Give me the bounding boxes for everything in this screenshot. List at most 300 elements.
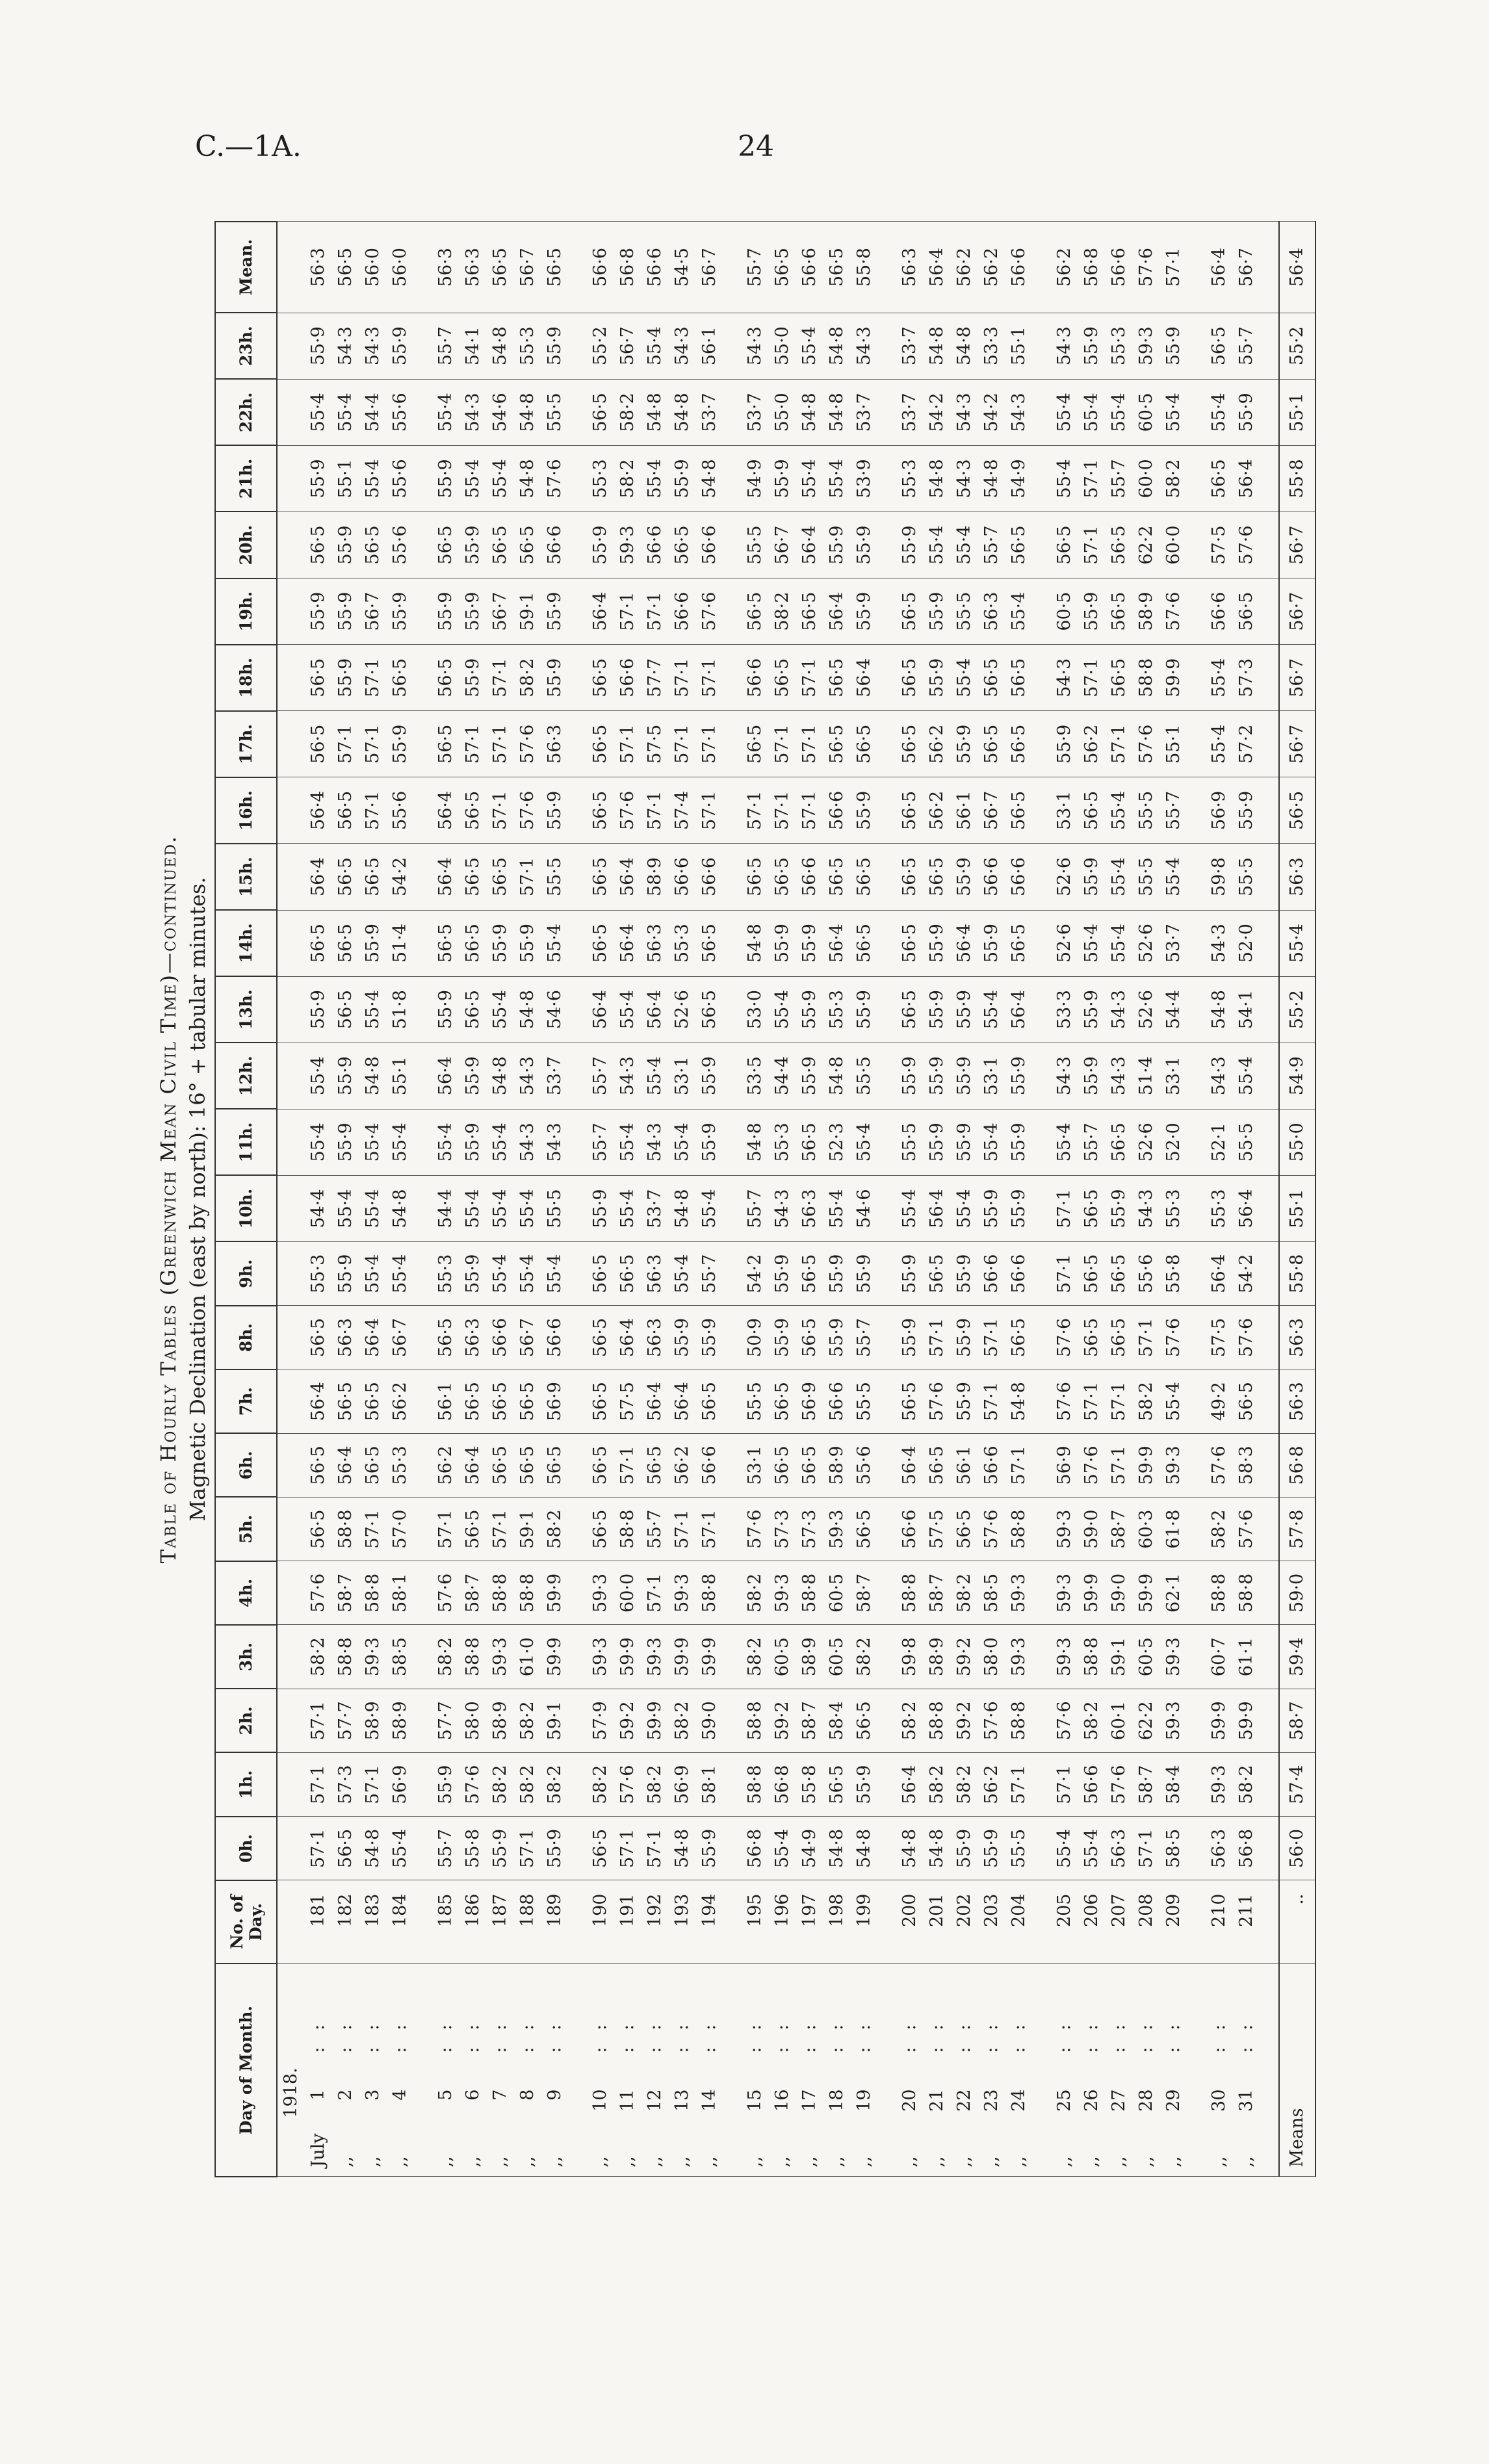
table-cell <box>1033 1964 1051 2177</box>
table-cell: 61·8 <box>1160 1498 1187 1561</box>
day-of-month-cell <box>696 1964 723 2177</box>
table-cell: 55·9 <box>460 1242 487 1306</box>
day-of-month-cell <box>332 1964 359 2177</box>
table-cell: 56·5 <box>1279 777 1315 844</box>
table-cell: 56·3 <box>1279 844 1315 910</box>
table-cell: 56·4 <box>305 1369 332 1433</box>
table-cell <box>1260 1043 1279 1109</box>
month-label: ,, <box>645 2156 665 2168</box>
table-cell: 56·7 <box>696 222 723 313</box>
table-cell: 56·5 <box>332 910 359 976</box>
table-cell: 57·6 <box>305 1561 332 1625</box>
table-body <box>277 222 1315 2177</box>
table-cell: 204 <box>1005 1880 1033 1964</box>
table-cell: 54·8 <box>487 1043 514 1109</box>
table-cell: 55·9 <box>1005 1175 1033 1241</box>
table-cell: 58·2 <box>1133 1369 1160 1433</box>
day-of-month-cell <box>487 1964 514 2177</box>
table-cell <box>1187 1306 1206 1369</box>
table-cell: 55·9 <box>432 445 460 512</box>
table-row <box>796 222 823 2177</box>
table-cell: 57·6 <box>1160 1306 1187 1369</box>
table-cell: 58·7 <box>1106 1498 1133 1561</box>
table-cell: 58·8 <box>332 1498 359 1561</box>
table-cell: 56·5 <box>487 222 514 313</box>
table-cell <box>569 379 587 445</box>
table-cell: 57·7 <box>332 1689 359 1752</box>
table-cell <box>1033 445 1051 512</box>
table-cell: 55·4 <box>951 512 978 578</box>
table-cell <box>878 1175 896 1241</box>
table-cell <box>569 645 587 711</box>
table-cell: 56·5 <box>1106 512 1133 578</box>
table-cell: 56·5 <box>587 379 614 445</box>
table-cell <box>569 313 587 379</box>
day-label: 18 <box>827 2089 847 2112</box>
table-cell: 56·5 <box>924 1242 951 1306</box>
table-cell <box>414 1242 432 1306</box>
table-cell: 58·2 <box>1160 445 1187 512</box>
table-cell <box>414 578 432 645</box>
table-cell: 58·2 <box>951 1753 978 1817</box>
table-cell: 56·5 <box>696 1369 723 1433</box>
table-cell: 56·7 <box>514 222 541 313</box>
table-cell: 59·1 <box>541 1689 569 1752</box>
table-cell: 59·3 <box>359 1625 387 1689</box>
table-cell: 55·9 <box>851 777 878 844</box>
group-gap <box>1187 222 1206 2177</box>
day-label: 5 <box>435 2089 456 2101</box>
table-cell: 55·9 <box>387 711 414 777</box>
table-cell: 55·4 <box>1051 379 1078 445</box>
table-cell: 56·5 <box>305 910 332 976</box>
table-cell: 55·9 <box>823 512 851 578</box>
table-cell: 56·6 <box>742 645 769 711</box>
month-label: ,, <box>435 2156 456 2168</box>
table-cell: 55·4 <box>896 1175 924 1241</box>
table-cell: 55·9 <box>951 1242 978 1306</box>
day-label: 10 <box>590 2089 610 2112</box>
table-cell <box>723 910 742 976</box>
column-header: 0h. <box>215 1817 277 1880</box>
table-cell: 58·7 <box>924 1561 951 1625</box>
table-cell: 59·3 <box>1133 313 1160 379</box>
table-cell: 56·5 <box>851 1689 878 1752</box>
table-cell: 56·9 <box>1206 777 1233 844</box>
table-cell: 55·7 <box>696 1242 723 1306</box>
table-cell: 56·5 <box>1005 512 1033 578</box>
table-cell: 59·1 <box>1106 1625 1133 1689</box>
table-cell: 55·4 <box>359 1175 387 1241</box>
table-cell <box>277 1175 305 1241</box>
table-cell <box>878 910 896 976</box>
table-cell: 59·9 <box>1233 1689 1260 1752</box>
day-of-month-cell <box>541 1964 569 2177</box>
month-label: ,, <box>1081 2156 1102 2168</box>
table-cell: 56·5 <box>1078 1306 1106 1369</box>
table-cell: 56·6 <box>587 222 614 313</box>
header-row <box>215 222 277 2177</box>
table-cell: 55·4 <box>1206 711 1233 777</box>
table-cell: 57·6 <box>514 711 541 777</box>
table-cell <box>1260 1175 1279 1241</box>
table-cell: 54·3 <box>1106 976 1133 1043</box>
table-cell: 58·8 <box>1078 1625 1106 1689</box>
table-cell: 57·6 <box>1233 1498 1260 1561</box>
table-cell: 56·3 <box>796 1175 823 1241</box>
table-cell: 56·5 <box>1106 1306 1133 1369</box>
leader-dots: : : <box>772 2024 792 2053</box>
table-cell <box>277 711 305 777</box>
table-cell: 53·7 <box>896 379 924 445</box>
table-cell <box>723 445 742 512</box>
table-cell <box>277 1498 305 1561</box>
month-label: ,, <box>854 2156 874 2168</box>
column-header: 4h. <box>215 1561 277 1625</box>
table-cell <box>1260 1964 1279 2177</box>
table-cell: 56·3 <box>460 222 487 313</box>
table-cell: 55·4 <box>1051 1817 1078 1880</box>
table-cell: 56·5 <box>305 1498 332 1561</box>
column-header: 17h. <box>215 711 277 777</box>
table-row <box>696 222 723 2177</box>
table-cell <box>1260 844 1279 910</box>
table-cell <box>1260 1880 1279 1964</box>
table-cell: 57·1 <box>487 1498 514 1561</box>
table-cell: 56·4 <box>641 1369 669 1433</box>
table-cell: 55·4 <box>541 910 569 976</box>
table-cell: 54·3 <box>951 379 978 445</box>
table-cell: 54·3 <box>1051 645 1078 711</box>
table-cell <box>277 844 305 910</box>
table-cell: 55·5 <box>1233 844 1260 910</box>
leader-dots: : : <box>335 2024 356 2053</box>
table-cell: 55·4 <box>1005 578 1033 645</box>
leader-dots: : : <box>745 2024 765 2053</box>
table-cell <box>1033 1175 1051 1241</box>
table-cell: 59·0 <box>1106 1561 1133 1625</box>
table-cell: 56·7 <box>614 313 641 379</box>
table-cell: 57·1 <box>1106 711 1133 777</box>
table-row <box>978 222 1005 2177</box>
table-cell: 59·0 <box>1279 1561 1315 1625</box>
table-cell: 56·5 <box>1005 645 1033 711</box>
table-cell: 56·5 <box>1005 711 1033 777</box>
table-cell: 59·3 <box>1206 1753 1233 1817</box>
leader-dots: : : <box>981 2024 1002 2053</box>
table-cell: 57·1 <box>487 777 514 844</box>
table-cell: 55·6 <box>387 445 414 512</box>
table-cell: 55·4 <box>1078 379 1106 445</box>
table-cell: 206 <box>1078 1880 1106 1964</box>
table-cell: 55·3 <box>432 1242 460 1306</box>
table-row <box>669 222 696 2177</box>
declination-table <box>214 221 1316 2177</box>
table-cell: 56·5 <box>460 910 487 976</box>
table-cell: 57·4 <box>1279 1753 1315 1817</box>
table-cell <box>414 1880 432 1964</box>
table-cell: 59·9 <box>669 1625 696 1689</box>
table-cell <box>277 445 305 512</box>
table-cell: 56·8 <box>1233 1817 1260 1880</box>
table-cell <box>569 1175 587 1241</box>
table-cell <box>723 1964 742 2177</box>
table-cell <box>1033 1689 1051 1752</box>
table-cell <box>1033 1433 1051 1497</box>
table-cell: 55·9 <box>951 1817 978 1880</box>
table-cell: 56·5 <box>924 844 951 910</box>
table-cell: 56·3 <box>641 1242 669 1306</box>
table-cell: 55·7 <box>432 313 460 379</box>
month-label: July <box>308 2133 328 2168</box>
table-cell: 52·6 <box>1133 1109 1160 1175</box>
table-cell <box>1260 1242 1279 1306</box>
table-cell: 55·4 <box>1160 379 1187 445</box>
table-cell: 56·2 <box>924 777 951 844</box>
table-cell: 55·4 <box>978 1109 1005 1175</box>
table-row <box>1233 222 1260 2177</box>
day-of-month-cell <box>851 1964 878 2177</box>
table-cell: 55·9 <box>1078 844 1106 910</box>
table-cell: 54·3 <box>742 313 769 379</box>
table-cell: 57·6 <box>1051 1306 1078 1369</box>
leader-dots: : : <box>854 2024 874 2053</box>
table-cell: 55·9 <box>332 1043 359 1109</box>
table-cell: 59·4 <box>1279 1625 1315 1689</box>
table-cell: 56·6 <box>487 1306 514 1369</box>
table-cell: 190 <box>587 1880 614 1964</box>
day-of-month-cell <box>514 1964 541 2177</box>
table-cell: 57·1 <box>641 1561 669 1625</box>
leader-dots: : : <box>435 2024 456 2053</box>
table-cell <box>723 1689 742 1752</box>
table-cell: 55·9 <box>823 1306 851 1369</box>
table-cell: 58·2 <box>541 1753 569 1817</box>
table-cell: 55·9 <box>924 1043 951 1109</box>
table-cell: 56·2 <box>669 1433 696 1497</box>
table-cell: 55·9 <box>978 1175 1005 1241</box>
table-cell <box>414 844 432 910</box>
table-cell: 54·8 <box>641 379 669 445</box>
table-cell: 55·2 <box>1279 976 1315 1043</box>
table-cell: 55·4 <box>1206 379 1233 445</box>
table-cell: 54·8 <box>924 1817 951 1880</box>
table-cell: 59·9 <box>1133 1433 1160 1497</box>
table-cell: 56·5 <box>742 711 769 777</box>
table-cell: 54·3 <box>541 1109 569 1175</box>
table-cell: 55·9 <box>951 844 978 910</box>
table-cell: 57·1 <box>796 777 823 844</box>
table-cell: 57·1 <box>359 645 387 711</box>
table-cell <box>414 1817 432 1880</box>
table-cell: 58·2 <box>614 445 641 512</box>
table-cell: 55·9 <box>796 910 823 976</box>
table-cell <box>414 1498 432 1561</box>
table-cell: 56·6 <box>669 844 696 910</box>
table-cell: 54·8 <box>951 313 978 379</box>
table-cell <box>723 777 742 844</box>
table-cell: 54·4 <box>359 379 387 445</box>
table-cell: 54·8 <box>742 1109 769 1175</box>
table-cell: 56·4 <box>851 645 878 711</box>
day-of-month-cell <box>769 1964 796 2177</box>
table-cell <box>1260 1306 1279 1369</box>
table-cell <box>1260 1625 1279 1689</box>
table-row <box>924 222 951 2177</box>
table-cell <box>569 1498 587 1561</box>
table-cell <box>277 222 305 313</box>
table-cell <box>1033 1369 1051 1433</box>
table-cell <box>277 379 305 445</box>
table-cell: 56·5 <box>796 578 823 645</box>
table-cell: 55·4 <box>641 445 669 512</box>
column-header: 5h. <box>215 1498 277 1561</box>
table-cell: 59·3 <box>1005 1625 1033 1689</box>
leader-dots: : : <box>363 2024 383 2053</box>
table-cell: 56·1 <box>951 1433 978 1497</box>
table-cell <box>569 1964 587 2177</box>
table-cell <box>569 910 587 976</box>
table-cell <box>277 1043 305 1109</box>
table-cell: 58·9 <box>796 1625 823 1689</box>
table-cell: 57·1 <box>432 1498 460 1561</box>
table-cell: 58·4 <box>823 1689 851 1752</box>
table-cell <box>723 1242 742 1306</box>
table-cell <box>414 1625 432 1689</box>
table-cell: 56·5 <box>896 578 924 645</box>
table-cell: 59·9 <box>1160 645 1187 711</box>
table-cell: 56·8 <box>742 1817 769 1880</box>
table-cell: Means <box>1279 1964 1315 2177</box>
table-cell: 55·9 <box>305 578 332 645</box>
table-cell: 58·9 <box>1133 578 1160 645</box>
table-cell: 60·5 <box>1133 379 1160 445</box>
table-cell <box>1033 645 1051 711</box>
table-cell: 59·3 <box>1051 1561 1078 1625</box>
table-cell: 56·5 <box>851 1498 878 1561</box>
table-cell: 55·8 <box>460 1817 487 1880</box>
table-cell: 59·1 <box>514 1498 541 1561</box>
table-cell: 59·3 <box>1160 1433 1187 1497</box>
table-cell: 55·9 <box>1005 1043 1033 1109</box>
table-cell: 197 <box>796 1880 823 1964</box>
table-cell: 58·9 <box>924 1625 951 1689</box>
table-cell: 56·5 <box>1206 445 1233 512</box>
table-cell: 56·5 <box>851 711 878 777</box>
table-cell: 54·3 <box>460 379 487 445</box>
table-cell <box>569 512 587 578</box>
table-cell: 55·9 <box>514 910 541 976</box>
table-cell: 59·3 <box>487 1625 514 1689</box>
table-cell: 56·9 <box>1051 1433 1078 1497</box>
table-cell: 57·1 <box>1133 1817 1160 1880</box>
table-cell: 58·2 <box>432 1625 460 1689</box>
table-cell <box>723 711 742 777</box>
month-label: ,, <box>1209 2156 1229 2168</box>
table-cell: 55·9 <box>924 976 951 1043</box>
table-cell: 58·1 <box>696 1753 723 1817</box>
table-cell: 56·5 <box>432 711 460 777</box>
table-cell: 52·6 <box>669 976 696 1043</box>
table-cell <box>569 1242 587 1306</box>
table-cell: 58·2 <box>514 1753 541 1817</box>
table-cell: 59·3 <box>669 1561 696 1625</box>
table-cell <box>878 645 896 711</box>
table-cell: 57·1 <box>1005 1753 1033 1817</box>
table-cell: 55·9 <box>951 1109 978 1175</box>
table-cell: 56·5 <box>823 645 851 711</box>
table-cell: 201 <box>924 1880 951 1964</box>
table-cell: 57·4 <box>669 777 696 844</box>
table-cell <box>1033 1242 1051 1306</box>
table-row <box>1160 222 1187 2177</box>
table-cell: 58·7 <box>1279 1689 1315 1752</box>
table-cell <box>569 1625 587 1689</box>
table-cell <box>414 711 432 777</box>
table-cell: 55·9 <box>587 512 614 578</box>
table-cell: 57·1 <box>460 711 487 777</box>
table-cell: 56·3 <box>432 222 460 313</box>
table-cell: 52·3 <box>823 1109 851 1175</box>
table-cell: 192 <box>641 1880 669 1964</box>
table-cell: 57·6 <box>1206 1433 1233 1497</box>
table-cell <box>1260 711 1279 777</box>
table-cell <box>723 1753 742 1817</box>
table-cell: 58·9 <box>823 1433 851 1497</box>
table-cell: 55·3 <box>587 445 614 512</box>
table-cell: 54·6 <box>541 976 569 1043</box>
table-row <box>742 222 769 2177</box>
table-cell: 53·1 <box>742 1433 769 1497</box>
table-cell: 57·1 <box>796 645 823 711</box>
table-cell: 59·3 <box>641 1625 669 1689</box>
table-cell: 55·0 <box>769 313 796 379</box>
table-cell <box>878 777 896 844</box>
month-label: ,, <box>390 2156 410 2168</box>
table-cell: 56·5 <box>487 1433 514 1497</box>
table-cell: 56·5 <box>1078 1175 1106 1241</box>
table-cell: 56·4 <box>614 910 641 976</box>
table-cell: 53·7 <box>851 379 878 445</box>
table-cell <box>1260 379 1279 445</box>
table-cell: 58·7 <box>851 1561 878 1625</box>
day-label: 27 <box>1109 2089 1129 2112</box>
table-cell: 59·9 <box>1133 1561 1160 1625</box>
table-cell: 56·2 <box>978 222 1005 313</box>
table-cell: 55·5 <box>541 844 569 910</box>
table-cell: 53·7 <box>696 379 723 445</box>
table-cell: 57·1 <box>796 711 823 777</box>
table-cell: 56·5 <box>587 1433 614 1497</box>
table-cell: 55·4 <box>1051 445 1078 512</box>
table-cell: 56·4 <box>460 1433 487 1497</box>
table-cell <box>1260 1498 1279 1561</box>
table-cell: 56·5 <box>587 844 614 910</box>
month-label: ,, <box>672 2156 692 2168</box>
table-cell: 59·3 <box>1160 1625 1187 1689</box>
table-cell <box>1033 1306 1051 1369</box>
table-cell: 55·4 <box>978 976 1005 1043</box>
day-label: 26 <box>1081 2089 1102 2112</box>
table-cell <box>414 1109 432 1175</box>
table-cell <box>277 512 305 578</box>
table-cell: 54·3 <box>1133 1175 1160 1241</box>
table-cell: 59·3 <box>823 1498 851 1561</box>
table-cell: 56·6 <box>978 1433 1005 1497</box>
table-cell: 55·4 <box>387 1109 414 1175</box>
table-cell: 55·4 <box>641 1043 669 1109</box>
table-cell <box>414 1561 432 1625</box>
